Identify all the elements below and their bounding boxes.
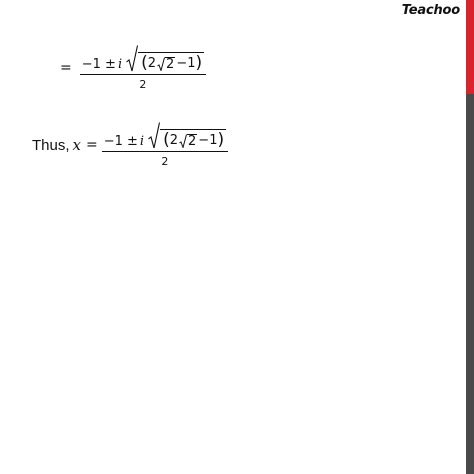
close-paren: ) bbox=[217, 130, 225, 150]
thus-label: Thus, bbox=[32, 136, 70, 154]
equation-line-2 bbox=[32, 122, 228, 168]
numerator-prefix: −1 ± bbox=[103, 134, 138, 149]
side-accent-bar bbox=[466, 0, 474, 94]
imaginary-unit: i bbox=[117, 57, 123, 72]
equals-sign: = bbox=[85, 137, 98, 153]
inner-radicand: 2 bbox=[188, 133, 197, 149]
inner-radical-sign-icon bbox=[157, 57, 165, 71]
equals-sign: = bbox=[60, 60, 72, 76]
fraction bbox=[80, 45, 206, 91]
radicand bbox=[138, 52, 204, 72]
fraction-denominator: 2 bbox=[139, 78, 147, 91]
inner-square-root bbox=[157, 57, 175, 71]
radical-sign-icon bbox=[148, 122, 160, 149]
imaginary-unit: i bbox=[139, 134, 145, 149]
square-root bbox=[126, 45, 204, 72]
inner-radicand: 2 bbox=[166, 56, 175, 72]
fraction bbox=[102, 122, 228, 168]
coefficient: 2 bbox=[147, 56, 157, 71]
side-color-bar bbox=[466, 0, 474, 474]
radical-sign-icon bbox=[126, 45, 138, 72]
numerator-prefix: −1 ± bbox=[81, 57, 116, 72]
open-paren: ( bbox=[141, 53, 148, 73]
fraction-numerator bbox=[80, 45, 206, 74]
minus-one: −1 bbox=[176, 56, 196, 71]
minus-one: −1 bbox=[198, 133, 218, 148]
coefficient: 2 bbox=[169, 133, 179, 148]
inner-square-root bbox=[179, 134, 197, 148]
close-paren: ) bbox=[195, 53, 203, 73]
variable-x: x bbox=[72, 136, 81, 154]
fraction-numerator bbox=[102, 122, 228, 151]
teachoo-logo: Teachoo bbox=[401, 3, 460, 18]
inner-radical-sign-icon bbox=[179, 134, 187, 148]
square-root bbox=[148, 122, 226, 149]
equation-line-1 bbox=[60, 45, 206, 91]
radicand bbox=[160, 129, 226, 149]
open-paren: ( bbox=[163, 130, 170, 150]
fraction-denominator: 2 bbox=[161, 155, 169, 168]
